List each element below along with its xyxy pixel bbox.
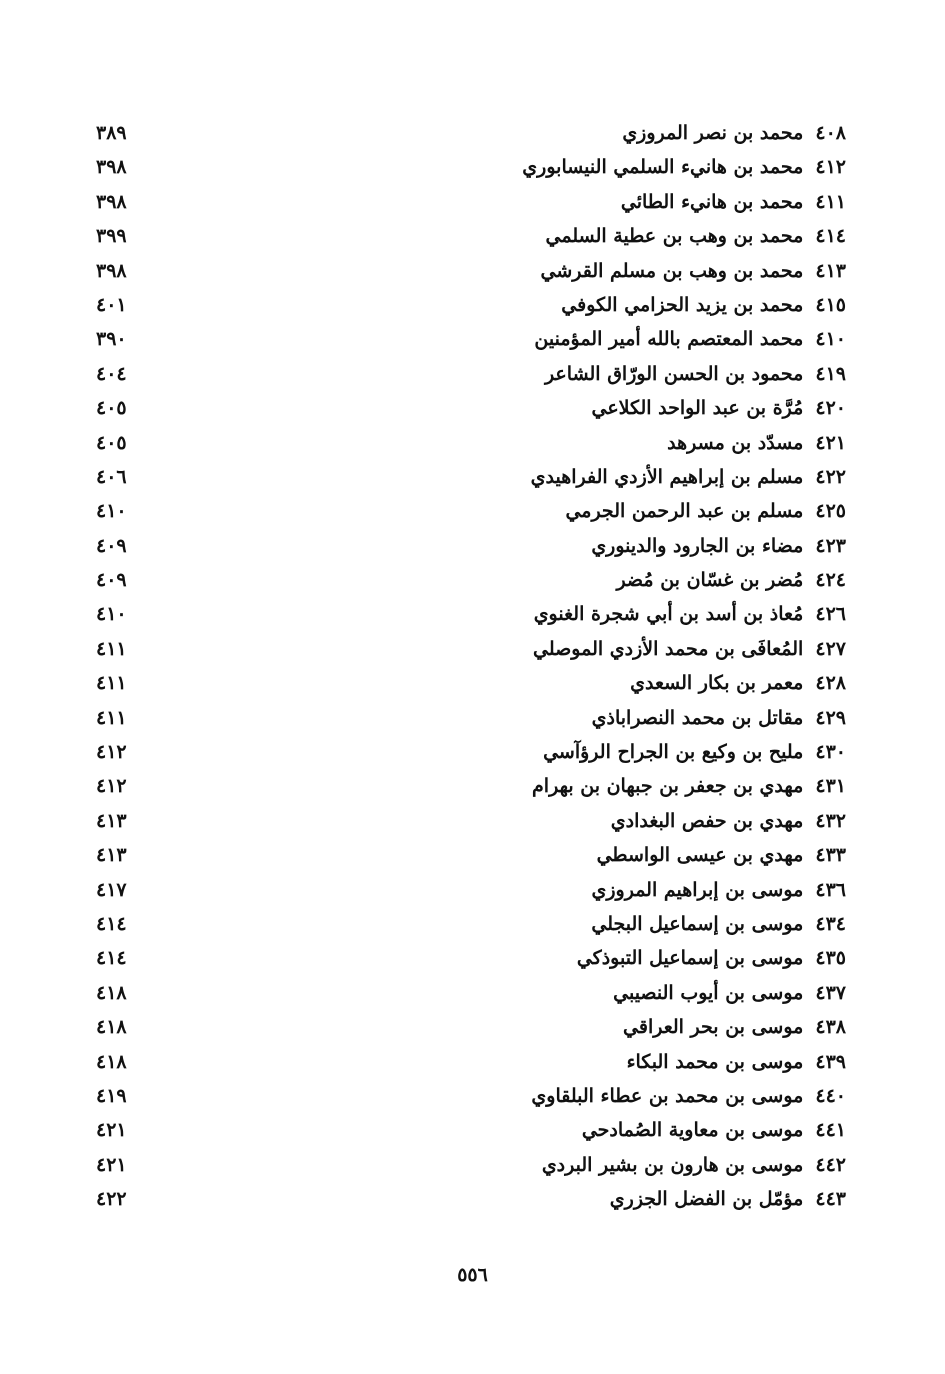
entry-text xyxy=(610,1182,846,1216)
index-row xyxy=(96,219,846,253)
entry-name: محمد المعتصم بالله أمير المؤمنين xyxy=(534,328,804,351)
index-row xyxy=(96,1079,846,1113)
entry-text xyxy=(582,1113,846,1147)
index-row xyxy=(96,460,846,494)
index-row xyxy=(96,804,846,838)
entry-text xyxy=(592,391,847,425)
entry-text xyxy=(531,1079,846,1113)
entry-text xyxy=(591,529,846,563)
entry-number: ٤٢٦ xyxy=(815,603,846,626)
index-row xyxy=(96,769,846,803)
entry-text xyxy=(522,150,846,184)
page-reference: ٤٠٤ xyxy=(96,362,127,385)
index-row xyxy=(96,735,846,769)
entry-name: محمود بن الحسن الورّاق الشاعر xyxy=(544,362,804,385)
entry-number: ٤٢٠ xyxy=(815,397,846,420)
index-row xyxy=(96,1182,846,1216)
index-row xyxy=(96,941,846,975)
entry-text xyxy=(630,666,846,700)
entry-number: ٤٤٢ xyxy=(815,1153,846,1176)
index-row xyxy=(96,357,846,391)
entry-text xyxy=(542,1148,846,1182)
entry-name: مسلم بن عبد الرحمن الجرمي xyxy=(565,500,804,523)
page-reference: ٤٠٩ xyxy=(96,569,127,592)
entry-text xyxy=(611,804,846,838)
page-reference: ٤١٠ xyxy=(96,603,127,626)
entry-text xyxy=(546,219,846,253)
entry-text xyxy=(565,494,846,528)
page-reference: ٣٩٨ xyxy=(96,156,127,179)
page-reference: ٤١١ xyxy=(96,637,127,660)
entry-number: ٤١٤ xyxy=(815,225,846,248)
entry-name: مُضر بن غسّان بن مُضر xyxy=(616,569,804,592)
page-reference: ٤١٨ xyxy=(96,1050,127,1073)
entry-number: ٤٢٤ xyxy=(815,569,846,592)
page-reference: ٤٠٦ xyxy=(96,465,127,488)
page-reference: ٤١٨ xyxy=(96,981,127,1004)
entry-name: محمد بن وهب بن عطية السلمي xyxy=(545,225,804,248)
entry-text xyxy=(543,735,846,769)
entry-number: ٤٢٨ xyxy=(815,672,846,695)
entry-name: موسى بن إسماعيل التبوذكي xyxy=(576,947,804,970)
entry-number: ٤٤٣ xyxy=(815,1188,846,1211)
entry-number: ٤٤١ xyxy=(815,1119,846,1142)
index-row xyxy=(96,494,846,528)
entry-number: ٤٢١ xyxy=(815,431,846,454)
index-row xyxy=(96,632,846,666)
page-reference: ٤٠٥ xyxy=(96,431,127,454)
entry-name: مليح بن وكيع بن الجراح الرؤآسي xyxy=(543,741,804,764)
index-row xyxy=(96,288,846,322)
index-row xyxy=(96,185,846,219)
index-row xyxy=(96,1010,846,1044)
entry-number: ٤١٠ xyxy=(815,328,846,351)
entry-number: ٤٠٨ xyxy=(815,122,846,144)
entry-name: موسى بن محمد بن عطاء البلقاوي xyxy=(531,1084,804,1107)
entry-name: مقاتل بن محمد النصراباذي xyxy=(591,706,804,729)
entry-text xyxy=(531,460,846,494)
page-reference: ٣٩٩ xyxy=(96,225,127,248)
entry-name: مُعاذ بن أسد بن أبي شجرة الغنوي xyxy=(533,603,804,626)
entry-text xyxy=(623,1010,846,1044)
index-row xyxy=(96,1113,846,1147)
entry-name: مسلم بن إبراهيم الأزدي الفراهيدي xyxy=(530,465,804,488)
entry-name: محمد بن وهب بن مسلم القرشي xyxy=(540,259,804,282)
entry-number: ٤١٢ xyxy=(815,156,846,179)
index-row xyxy=(96,666,846,700)
entry-name: مهدي بن حفص البغدادي xyxy=(610,809,804,832)
entry-number: ٤١١ xyxy=(815,190,846,213)
entry-number: ٤٢٢ xyxy=(815,465,846,488)
entry-text xyxy=(545,357,846,391)
page-reference: ٤٠٩ xyxy=(96,534,127,557)
page-reference: ٣٩٠ xyxy=(96,328,127,351)
page-reference: ٤١٨ xyxy=(96,1016,127,1039)
entry-number: ٤٣٧ xyxy=(815,981,846,1004)
index-row xyxy=(96,976,846,1010)
page-reference: ٤١١ xyxy=(96,706,127,729)
page-reference: ٤١٢ xyxy=(96,775,127,798)
entry-number: ٤٣٣ xyxy=(815,844,846,867)
index-row xyxy=(96,597,846,631)
entry-text xyxy=(534,322,846,356)
entry-number: ٤٣٦ xyxy=(815,878,846,901)
index-list xyxy=(96,116,846,1217)
page-reference: ٤١١ xyxy=(96,672,127,695)
index-row xyxy=(96,529,846,563)
page-reference: ٤٢٢ xyxy=(96,1188,127,1211)
entry-text xyxy=(561,288,846,322)
entry-text xyxy=(533,632,846,666)
index-row xyxy=(96,322,846,356)
page-reference: ٤٢١ xyxy=(96,1119,127,1142)
index-row xyxy=(96,907,846,941)
entry-name: مُرَّة بن عبد الواحد الكلاعي xyxy=(591,397,804,420)
entry-text xyxy=(532,769,846,803)
entry-name: محمد بن يزيد الحزامي الكوفي xyxy=(561,293,804,316)
page-reference: ٤١٠ xyxy=(96,500,127,523)
entry-text xyxy=(622,116,846,150)
entry-name: موسى بن بحر العراقي xyxy=(623,1016,804,1039)
entry-name: مؤمّل بن الفضل الجزري xyxy=(609,1188,804,1211)
entry-text xyxy=(592,701,846,735)
entry-number: ٤١٥ xyxy=(815,293,846,316)
entry-number: ٤٣٠ xyxy=(815,741,846,764)
index-row xyxy=(96,838,846,872)
entry-name: مسدّد بن مسرهد xyxy=(667,431,804,454)
entry-number: ٤٤٠ xyxy=(815,1084,846,1107)
page-reference: ٤٠٥ xyxy=(96,397,127,420)
entry-number: ٤٣٤ xyxy=(815,912,846,935)
entry-text xyxy=(541,254,846,288)
entry-text xyxy=(534,597,846,631)
entry-text xyxy=(621,185,846,219)
index-row xyxy=(96,1148,846,1182)
index-row xyxy=(96,254,846,288)
entry-number: ٤٢٥ xyxy=(815,500,846,523)
index-row xyxy=(96,701,846,735)
entry-number: ٤٢٧ xyxy=(815,637,846,660)
entry-name: موسى بن محمد البكاء xyxy=(626,1050,804,1073)
index-row xyxy=(96,426,846,460)
entry-number: ٤٣٨ xyxy=(815,1016,846,1039)
entry-text xyxy=(591,873,846,907)
entry-number: ٤٣٥ xyxy=(815,947,846,970)
page-reference: ٣٨٩ xyxy=(96,122,127,144)
entry-name: معمر بن بكار السعدي xyxy=(630,672,804,695)
entry-name: محمد بن نصر المروزي xyxy=(622,122,804,144)
entry-text xyxy=(627,1045,846,1079)
page-reference: ٣٩٨ xyxy=(96,190,127,213)
entry-text xyxy=(616,563,846,597)
page-reference: ٤٠١ xyxy=(96,293,127,316)
entry-text xyxy=(613,976,846,1010)
index-row xyxy=(96,391,846,425)
entry-number: ٤٣١ xyxy=(815,775,846,798)
entry-name: محمد بن هانيء الطائي xyxy=(620,190,804,213)
page-reference: ٣٩٨ xyxy=(96,259,127,282)
entry-name: مهدي بن جعفر بن جبهان بن بهرام xyxy=(532,775,804,798)
index-row xyxy=(96,150,846,184)
page-reference: ٤١٩ xyxy=(96,1084,127,1107)
page-reference: ٤١٢ xyxy=(96,741,127,764)
page-reference: ٤١٧ xyxy=(96,878,127,901)
entry-number: ٤١٣ xyxy=(815,259,846,282)
entry-name: مضاء بن الجارود والدينوري xyxy=(591,534,804,557)
entry-number: ٤١٩ xyxy=(815,362,846,385)
index-row xyxy=(96,563,846,597)
page-reference: ٤١٣ xyxy=(96,809,127,832)
entry-name: مهدي بن عيسى الواسطي xyxy=(596,844,804,867)
page-reference: ٤٢١ xyxy=(96,1153,127,1176)
entry-name: موسى بن إسماعيل البجلي xyxy=(591,912,804,935)
entry-name: موسى بن إبراهيم المروزي xyxy=(591,878,804,901)
entry-name: محمد بن هانيء السلمي النيسابوري xyxy=(522,156,804,179)
entry-name: موسى بن أيوب النصيبي xyxy=(613,981,804,1004)
index-row xyxy=(96,1045,846,1079)
index-row xyxy=(96,873,846,907)
entry-number: ٤٣٢ xyxy=(815,809,846,832)
entry-name: موسى بن معاوية الصُمادحي xyxy=(581,1119,804,1142)
entry-number: ٤٢٣ xyxy=(815,534,846,557)
page-reference: ٤١٣ xyxy=(96,844,127,867)
entry-text xyxy=(597,838,846,872)
index-row xyxy=(96,116,846,150)
entry-name: المُعافَى بن محمد الأزدي الموصلي xyxy=(533,637,804,660)
entry-name: موسى بن هارون بن بشير البردي xyxy=(541,1153,804,1176)
entry-text xyxy=(577,941,846,975)
entry-number: ٤٣٩ xyxy=(815,1050,846,1073)
entry-text xyxy=(591,907,846,941)
entry-text xyxy=(667,426,846,460)
page-reference: ٤١٤ xyxy=(96,947,127,970)
entry-number: ٤٢٩ xyxy=(815,706,846,729)
page-reference: ٤١٤ xyxy=(96,912,127,935)
page-number: ٥٥٦ xyxy=(457,1264,488,1286)
